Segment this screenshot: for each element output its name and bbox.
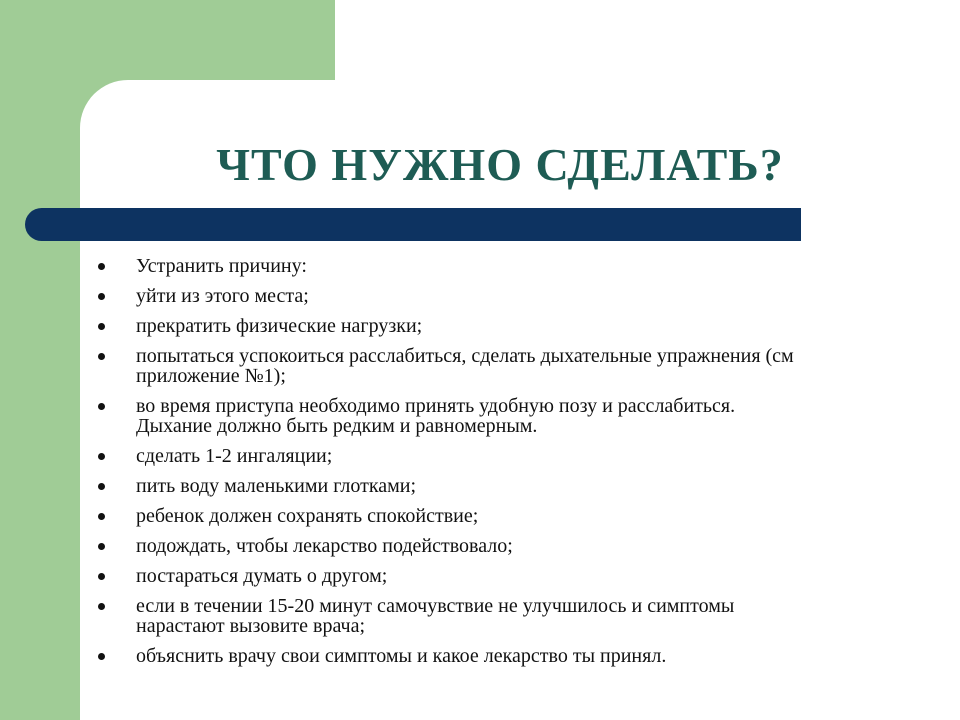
bullet-text: пить воду маленькими глотками; (136, 475, 417, 497)
bullet-text: уйти из этого места; (136, 285, 309, 307)
bullet-text-continued: Дыхание должно быть редким и равномерным. (136, 415, 538, 437)
bullet-list (98, 256, 918, 676)
bullet-text: во время приступа необходимо принять удобную позу и расслабиться. (136, 395, 736, 417)
bullet-item (98, 506, 918, 526)
title-underline-bar (25, 208, 801, 241)
bullet-text: сделать 1-2 ингаляции; (136, 445, 333, 467)
bullet-item (98, 596, 918, 636)
bullet-dot-icon (98, 513, 105, 520)
bullet-dot-icon (98, 543, 105, 550)
bullet-text-continued: нарастают вызовите врача; (136, 615, 366, 637)
bullet-dot-icon (98, 573, 105, 580)
bullet-dot-icon (98, 293, 105, 300)
bullet-item (98, 286, 918, 306)
bullet-item (98, 646, 918, 666)
bullet-item (98, 256, 918, 276)
bullet-text: если в течении 15-20 минут самочувствие не улучшилось и симптомы (136, 595, 735, 617)
bullet-dot-icon (98, 453, 105, 460)
bullet-dot-icon (98, 653, 105, 660)
bullet-dot-icon (98, 603, 105, 610)
bullet-dot-icon (98, 403, 105, 410)
bullet-item (98, 536, 918, 556)
bullet-text: объяснить врачу свои симптомы и какое лекарство ты принял. (136, 645, 667, 667)
bullet-item (98, 446, 918, 466)
bullet-text: Устранить причину: (136, 255, 307, 277)
bullet-text: подождать, чтобы лекарство подействовало; (136, 535, 513, 557)
bullet-dot-icon (98, 323, 105, 330)
bullet-dot-icon (98, 353, 105, 360)
bullet-item (98, 316, 918, 336)
bullet-dot-icon (98, 263, 105, 270)
bullet-item (98, 476, 918, 496)
bullet-dot-icon (98, 483, 105, 490)
bullet-item (98, 566, 918, 586)
bullet-text-continued: приложение №1); (136, 365, 286, 387)
bullet-text: ребенок должен сохранять спокойствие; (136, 505, 479, 527)
bullet-item (98, 396, 918, 436)
bullet-text: прекратить физические нагрузки; (136, 315, 423, 337)
bullet-text: постараться думать о другом; (136, 565, 388, 587)
bullet-text: попытаться успокоиться расслабиться, сделать дыхательные упражнения (см (136, 345, 794, 367)
bullet-item (98, 346, 918, 386)
slide-title: ЧТО НУЖНО СДЕЛАТЬ? (216, 139, 784, 190)
